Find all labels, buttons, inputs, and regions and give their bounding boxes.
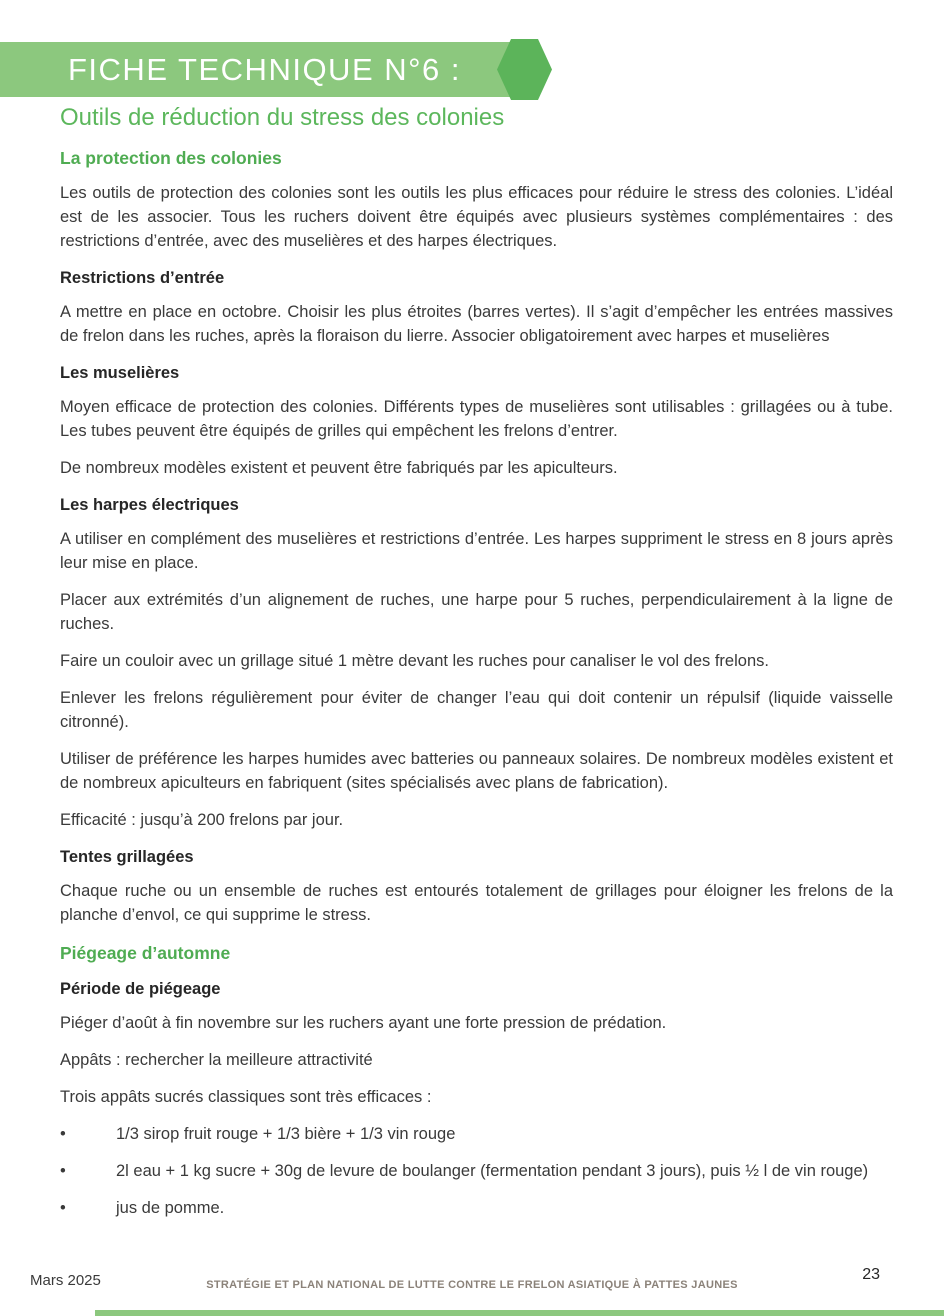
paragraph: De nombreux modèles existent et peuvent être fabriqués par les apiculteurs. bbox=[60, 459, 618, 477]
sub-heading: Période de piégeage bbox=[60, 980, 221, 998]
sub-heading: Tentes grillagées bbox=[60, 848, 194, 866]
paragraph: Placer aux extrémités d’un alignement de ruches, une harpe pour 5 ruches, perpendiculairement à la ligne de ruches. bbox=[60, 591, 893, 633]
page-subtitle: Outils de réduction du stress des colonies bbox=[60, 104, 505, 131]
hexagon-shape bbox=[497, 39, 552, 100]
paragraph: Efficacité : jusqu’à 200 frelons par jour. bbox=[60, 811, 344, 829]
footer-bar bbox=[95, 1310, 944, 1316]
banner-title: FICHE TECHNIQUE N°6 : bbox=[68, 51, 461, 87]
bullet-icon: • bbox=[60, 1199, 66, 1217]
footer-date: Mars 2025 bbox=[30, 1272, 101, 1289]
section-heading: Piégeage d’automne bbox=[60, 943, 231, 963]
sub-heading: Les harpes électriques bbox=[60, 496, 239, 514]
bullet-text: 1/3 sirop fruit rouge + 1/3 bière + 1/3 vin rouge bbox=[116, 1125, 456, 1143]
bullet-item bbox=[60, 1196, 893, 1220]
bullet-text: jus de pomme. bbox=[116, 1199, 225, 1217]
bullet-icon: • bbox=[60, 1162, 66, 1180]
content-column bbox=[60, 104, 893, 1233]
paragraph: Appâts : rechercher la meilleure attractivité bbox=[60, 1051, 373, 1069]
paragraph: Les outils de protection des colonies sont les outils les plus efficaces pour réduire le stress des colonies. L’idéal est de les associer. Tous les ruchers doivent être équipés avec plusieurs systèmes complémentaires : des restrictions d’entrée, avec des muselières et des harpes électriques. bbox=[60, 184, 893, 250]
bullet-item bbox=[60, 1122, 893, 1146]
page-number: 23 bbox=[862, 1266, 880, 1283]
banner bbox=[0, 42, 530, 97]
paragraph: Piéger d’août à fin novembre sur les ruchers ayant une forte pression de prédation. bbox=[60, 1014, 667, 1032]
bullet-icon: • bbox=[60, 1125, 66, 1143]
paragraph: A mettre en place en octobre. Choisir les plus étroites (barres vertes). Il s’agit d’empêcher les entrées massives de frelon dans les ruches, après la floraison du lierre. Associer obligatoirement avec harpes et muselières bbox=[60, 303, 893, 345]
footer-title: STRATÉGIE ET PLAN NATIONAL DE LUTTE CONTRE LE FRELON ASIATIQUE À PATTES JAUNES bbox=[206, 1279, 738, 1291]
bullet-item bbox=[60, 1159, 893, 1183]
section-heading: La protection des colonies bbox=[60, 148, 282, 168]
paragraph: Faire un couloir avec un grillage situé 1 mètre devant les ruches pour canaliser le vol des frelons. bbox=[60, 652, 769, 670]
sub-heading: Restrictions d’entrée bbox=[60, 269, 225, 287]
hexagon-icon bbox=[497, 39, 552, 100]
paragraph: Enlever les frelons régulièrement pour éviter de changer l’eau qui doit contenir un répulsif (liquide vaisselle citronné). bbox=[60, 689, 893, 731]
paragraph: Utiliser de préférence les harpes humides avec batteries ou panneaux solaires. De nombreux modèles existent et de nombreux apiculteurs en fabriquent (sites spécialisés avec plans de fabrication). bbox=[60, 750, 893, 792]
paragraph: Moyen efficace de protection des colonies. Différents types de muselières sont utilisables : grillagées ou à tube. Les tubes peuvent être équipés de grilles qui empêchent les frelons d’entrer. bbox=[60, 398, 893, 440]
document-body bbox=[60, 148, 893, 1220]
bullet-text: 2l eau + 1 kg sucre + 30g de levure de boulanger (fermentation pendant 3 jours), puis ½ l de vin rouge) bbox=[116, 1162, 869, 1180]
paragraph: Chaque ruche ou un ensemble de ruches est entourés totalement de grillages pour éloigner les frelons de la planche d’envol, ce qui supprime le stress. bbox=[60, 882, 893, 924]
paragraph: A utiliser en complément des muselières et restrictions d’entrée. Les harpes suppriment le stress en 8 jours après leur mise en place. bbox=[60, 530, 893, 572]
sub-heading: Les muselières bbox=[60, 364, 180, 382]
paragraph: Trois appâts sucrés classiques sont très efficaces : bbox=[60, 1088, 432, 1106]
